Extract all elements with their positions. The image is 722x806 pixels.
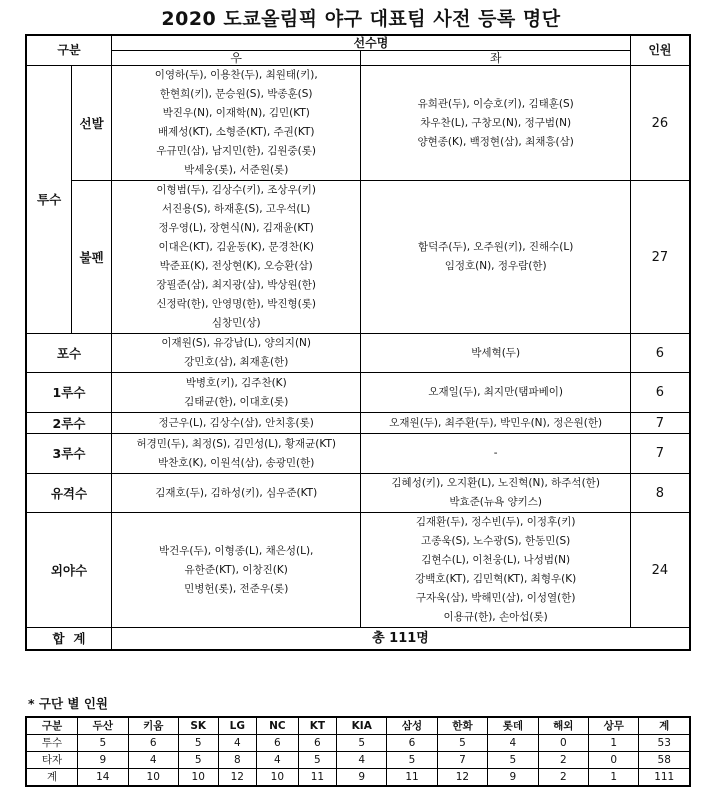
summary-cell: 4 [257, 752, 298, 769]
summary-title: * 구단 별 인원 [28, 696, 108, 711]
summary-cell: 111 [639, 769, 690, 787]
right-names [111, 181, 361, 334]
player-line: 박찬호(K), 이원석(삼), 송광민(한) [158, 456, 315, 469]
player-line: 심창민(상) [211, 317, 261, 329]
player-line: 우규민(삼), 남지민(한), 김원중(롯) [156, 145, 317, 157]
left-names [361, 513, 630, 628]
sub-starter: 선발 [72, 66, 112, 181]
count-cell: 8 [630, 474, 690, 513]
count-cell: 7 [630, 434, 690, 474]
player-line: 정우영(L), 장현식(N), 김재윤(KT) [158, 222, 314, 234]
player-line: 유희관(두), 이승호(키), 김태훈(S) [417, 97, 574, 110]
summary-cell: 0 [538, 735, 588, 752]
summary-cell: 9 [78, 752, 128, 769]
summary-header-cell: 한화 [437, 717, 487, 735]
right-names [111, 66, 361, 181]
player-line: 이대은(KT), 김윤동(K), 문경찬(K) [158, 241, 314, 253]
group-shortstop: 유격수 [26, 474, 111, 513]
summary-cell: 53 [639, 735, 690, 752]
summary-cell: 5 [178, 752, 218, 769]
player-line: 함덕주(두), 오주원(키), 진해수(L) [417, 241, 574, 253]
player-line: 이영하(두), 이용찬(두), 최원태(키), [154, 69, 318, 81]
summary-cell: 5 [178, 735, 218, 752]
player-line: 김혜성(키), 오지환(L), 노진혁(N), 하주석(한) [391, 477, 600, 489]
summary-cell: 4 [128, 752, 178, 769]
left-names [361, 181, 630, 334]
summary-header-cell: 상무 [589, 717, 639, 735]
summary-header-cell: SK [178, 717, 218, 735]
summary-cell: 10 [128, 769, 178, 787]
summary-cell: 0 [589, 752, 639, 769]
player-line: 박세웅(롯), 서준원(롯) [184, 164, 289, 176]
summary-cell: 6 [128, 735, 178, 752]
summary-cell: 11 [387, 769, 437, 787]
summary-cell: 6 [387, 735, 437, 752]
player-line: 박효준(뉴욕 양키스) [449, 496, 542, 508]
left-names [361, 66, 630, 181]
player-line: 신정락(한), 안영명(한), 박진형(롯) [156, 298, 317, 310]
summary-header-cell: LG [218, 717, 257, 735]
summary-header-cell: NC [257, 717, 298, 735]
player-line: 이형범(두), 김상수(키), 조상우(키) [156, 184, 317, 196]
summary-header-cell: 키움 [128, 717, 178, 735]
right-names [111, 373, 361, 413]
player-line: 고종욱(S), 노수광(S), 한동민(S) [421, 535, 571, 547]
group-third-base: 3루수 [26, 434, 111, 474]
group-catcher: 포수 [26, 334, 111, 373]
right-names [111, 413, 361, 434]
summary-cell: 2 [538, 752, 588, 769]
group-second-base: 2루수 [26, 413, 111, 434]
group-first-base: 1루수 [26, 373, 111, 413]
summary-header-cell: KT [298, 717, 337, 735]
summary-row-label: 계 [26, 769, 78, 787]
player-line: 이용규(한), 손아섭(롯) [443, 611, 548, 623]
summary-cell: 11 [298, 769, 337, 787]
player-line: 유한준(KT), 이창진(K) [184, 563, 288, 576]
summary-header-cell: 삼성 [387, 717, 437, 735]
total-label: 합 계 [26, 628, 111, 650]
summary-header-cell: 해외 [538, 717, 588, 735]
right-names [111, 513, 361, 628]
count-cell: 26 [630, 66, 690, 181]
player-line: 박진우(N), 이재학(N), 김민(KT) [162, 107, 310, 119]
summary-row-label: 투수 [26, 735, 78, 752]
player-line: 장필준(삼), 최지광(삼), 박상원(한) [156, 279, 317, 291]
player-line: 이재원(S), 유강남(L), 양의지(N) [161, 337, 311, 349]
summary-cell: 9 [337, 769, 387, 787]
summary-cell: 9 [488, 769, 538, 787]
count-cell: 24 [630, 513, 690, 628]
right-names [111, 474, 361, 513]
summary-cell: 1 [589, 735, 639, 752]
group-outfield: 외야수 [26, 513, 111, 628]
player-line: 서진용(S), 하재훈(S), 고우석(L) [162, 203, 311, 215]
player-line: 박건우(두), 이형종(L), 채은성(L), [159, 544, 314, 557]
summary-cell: 10 [257, 769, 298, 787]
player-line: 정근우(L), 김상수(삼), 안치홍(롯) [158, 416, 314, 429]
count-cell: 6 [630, 373, 690, 413]
summary-cell: 7 [437, 752, 487, 769]
player-line: 오재원(두), 최주환(두), 박민우(N), 정은원(한) [389, 416, 603, 429]
right-names [111, 334, 361, 373]
summary-cell: 14 [78, 769, 128, 787]
header-count: 인원 [630, 35, 690, 66]
page-title: 2020 도쿄올림픽 야구 대표팀 사전 등록 명단 [161, 8, 561, 30]
summary-cell: 4 [218, 735, 257, 752]
summary-cell: 6 [257, 735, 298, 752]
player-line: 김재호(두), 김하성(키), 심우준(KT) [155, 486, 318, 499]
player-line: 김태균(한), 이대호(롯) [184, 395, 289, 408]
player-line: 박세혁(두) [471, 346, 521, 359]
player-line: 강백호(KT), 김민혁(KT), 최형우(K) [415, 573, 577, 585]
summary-header-cell: KIA [337, 717, 387, 735]
roster-table [25, 34, 691, 651]
summary-cell: 4 [337, 752, 387, 769]
player-line: - [493, 447, 498, 459]
summary-cell: 5 [437, 735, 487, 752]
count-cell: 27 [630, 181, 690, 334]
player-line: 양현종(K), 백정현(삼), 최채흥(삼) [417, 135, 574, 148]
player-line: 배제성(KT), 소형준(KT), 주권(KT) [157, 126, 315, 138]
summary-cell: 10 [178, 769, 218, 787]
summary-cell: 58 [639, 752, 690, 769]
player-line: 박병호(키), 김주찬(K) [185, 376, 287, 389]
left-names [361, 413, 630, 434]
player-line: 허경민(두), 최정(S), 김민성(L), 황재균(KT) [136, 437, 336, 450]
left-names [361, 434, 630, 474]
player-line: 민병헌(롯), 전준우(롯) [184, 582, 289, 595]
player-line: 강민호(삼), 최재훈(한) [184, 356, 289, 368]
right-names [111, 434, 361, 474]
player-line: 한현희(키), 문승원(S), 박종훈(S) [159, 88, 313, 100]
left-names [361, 334, 630, 373]
player-line: 임정호(N), 정우람(한) [444, 260, 547, 272]
summary-cell: 12 [437, 769, 487, 787]
team-summary-table [25, 716, 691, 787]
total-value: 총 111명 [111, 628, 690, 650]
summary-header-cell: 두산 [78, 717, 128, 735]
summary-cell: 12 [218, 769, 257, 787]
count-cell: 6 [630, 334, 690, 373]
group-pitcher: 투수 [26, 66, 72, 334]
header-category: 구분 [26, 35, 111, 66]
summary-cell: 5 [488, 752, 538, 769]
summary-cell: 5 [298, 752, 337, 769]
count-cell: 7 [630, 413, 690, 434]
header-right: 우 [111, 51, 361, 66]
summary-cell: 5 [337, 735, 387, 752]
summary-cell: 5 [387, 752, 437, 769]
player-line: 김현수(L), 이천웅(L), 나성범(N) [421, 554, 571, 566]
left-names [361, 373, 630, 413]
player-line: 김재환(두), 정수빈(두), 이정후(키) [415, 516, 576, 528]
summary-cell: 1 [589, 769, 639, 787]
header-left: 좌 [361, 51, 630, 66]
summary-cell: 4 [488, 735, 538, 752]
player-line: 오재일(두), 최지만(탬파베이) [428, 386, 563, 398]
summary-cell: 8 [218, 752, 257, 769]
player-line: 차우찬(L), 구창모(N), 정구범(N) [420, 116, 572, 129]
summary-header-cell: 계 [639, 717, 690, 735]
summary-cell: 5 [78, 735, 128, 752]
summary-row-label: 타자 [26, 752, 78, 769]
summary-header-cell: 롯데 [488, 717, 538, 735]
sub-bullpen: 불펜 [72, 181, 112, 334]
player-line: 박준표(K), 전상현(K), 오승환(삼) [159, 260, 313, 272]
header-players: 선수명 [111, 35, 630, 51]
summary-cell: 2 [538, 769, 588, 787]
summary-cell: 6 [298, 735, 337, 752]
summary-header-cell: 구분 [26, 717, 78, 735]
player-line: 구자욱(삼), 박해민(삼), 이성열(한) [415, 592, 576, 604]
left-names [361, 474, 630, 513]
